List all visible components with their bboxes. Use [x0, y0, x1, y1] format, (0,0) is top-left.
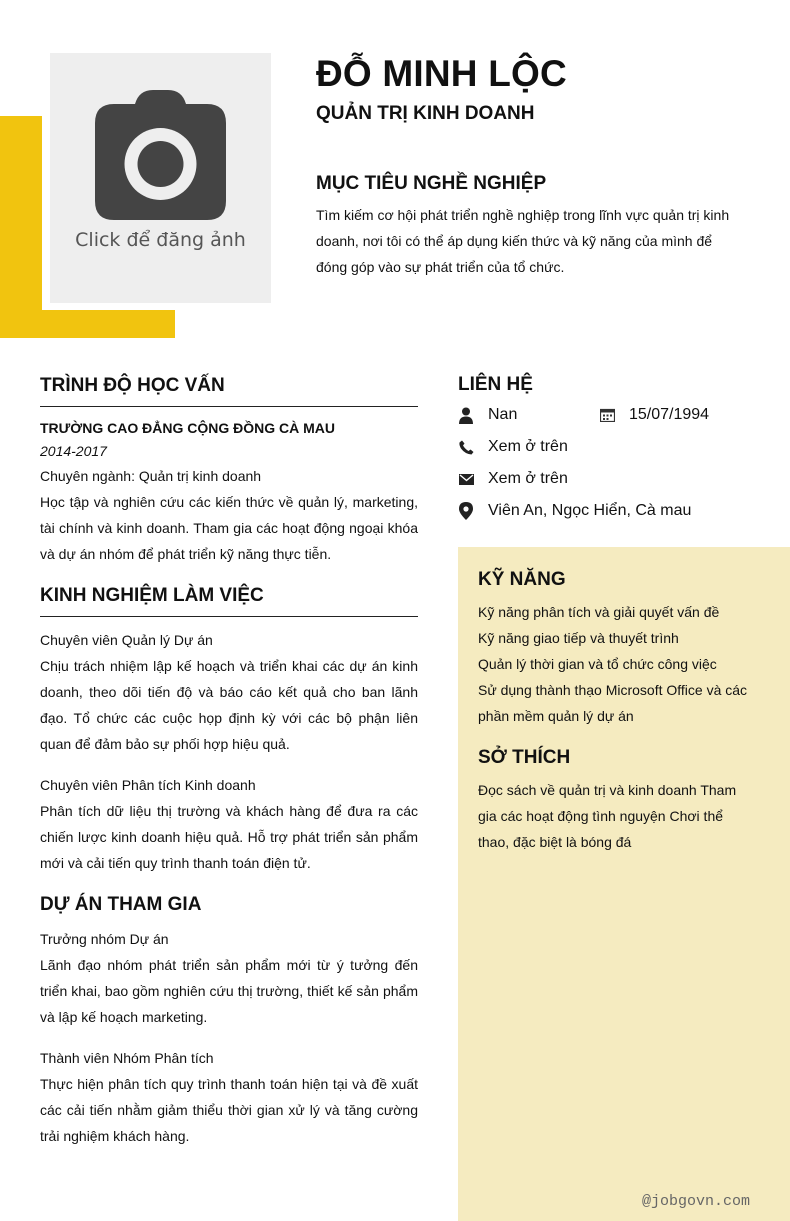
education-major: Chuyên ngành: Quản trị kinh doanh	[40, 468, 262, 484]
project-description: Thực hiện phân tích quy trình thanh toán hiện tại và đề xuất các cải tiến nhằm giảm thiểu thời gian xử lý và tăng cường trải nghiệm khách hàng.	[40, 1076, 418, 1144]
accent-bar-vertical	[0, 116, 42, 338]
experience-item	[40, 772, 418, 876]
contact-gender	[458, 406, 517, 424]
education-years: 2014-2017	[40, 443, 107, 459]
skill-item: Kỹ năng giao tiếp và thuyết trình	[478, 630, 679, 646]
person-icon	[458, 406, 474, 424]
accent-bar-horizontal	[0, 310, 175, 338]
skill-item: Kỹ năng phân tích và giải quyết vấn đề	[478, 604, 720, 620]
skills-title: KỸ NĂNG	[478, 569, 566, 590]
hobbies-title: SỞ THÍCH	[478, 747, 571, 768]
experience-description: Phân tích dữ liệu thị trường và khách hàng để đưa ra các chiến lược kinh doanh hiệu quả. Hỗ trợ phát triển sản phẩm mới và cải tiến quy trình thanh toán điện tử.	[40, 803, 418, 871]
project-item	[40, 926, 418, 1030]
experience-description: Chịu trách nhiệm lập kế hoạch và triển khai các dự án kinh doanh, theo dõi tiến độ và báo cáo kết quả cho ban lãnh đạo. Tổ chức các cuộc họp định kỳ với các bộ phận liên quan để đảm bảo sự phối hợp hiệu quả.	[40, 658, 418, 752]
projects-title: DỰ ÁN THAM GIA	[40, 894, 202, 915]
contact-birthday-value: 15/07/1994	[629, 406, 710, 423]
contact-email	[458, 470, 568, 488]
contact-phone	[458, 438, 568, 456]
contact-title: LIÊN HỆ	[458, 374, 533, 395]
education-description: Học tập và nghiên cứu các kiến thức về quản lý, marketing, tài chính và kinh doanh. Tham gia các hoạt động ngoại khóa và dự án nhóm để phát triển kỹ năng thực tiễn.	[40, 494, 418, 562]
experience-title: KINH NGHIỆM LÀM VIỆC	[40, 585, 418, 617]
candidate-name: ĐỖ MINH LỘC	[316, 53, 567, 94]
hobbies-text: Đọc sách về quản trị và kinh doanh Tham gia các hoạt động tình nguyện Chơi thể thao, đặc biệt là bóng đá	[478, 782, 737, 850]
phone-icon	[458, 438, 474, 456]
project-description: Lãnh đạo nhóm phát triển sản phẩm mới từ ý tưởng đến triển khai, bao gồm nghiên cứu thị trường, thiết kế sản phẩm và lập kế hoạch marketing.	[40, 957, 418, 1025]
contact-gender-value: Nan	[488, 406, 518, 423]
photo-upload[interactable]	[50, 53, 271, 303]
contact-address	[458, 502, 691, 520]
candidate-job-title: QUẢN TRỊ KINH DOANH	[316, 103, 535, 124]
experience-item	[40, 627, 418, 757]
education-title: TRÌNH ĐỘ HỌC VẤN	[40, 375, 418, 407]
contact-address-value: Viên An, Ngọc Hiển, Cà mau	[488, 502, 692, 519]
objective-text: Tìm kiếm cơ hội phát triển nghề nghiệp trong lĩnh vực quản trị kinh doanh, nơi tôi có thể áp dụng kiến thức và kỹ năng của mình để đóng góp vào sự phát triển của tổ chức.	[316, 207, 730, 275]
location-icon	[458, 502, 474, 520]
skill-item: Quản lý thời gian và tổ chức công việc	[478, 656, 717, 672]
left-column	[40, 375, 418, 1149]
contact-email-value: Xem ở trên	[488, 470, 568, 487]
watermark: @jobgovn.com	[641, 1193, 750, 1210]
contact-phone-value: Xem ở trên	[488, 438, 568, 455]
education-school: TRƯỜNG CAO ĐẲNG CỘNG ĐỒNG CÀ MAU	[40, 420, 335, 436]
calendar-icon	[599, 406, 615, 424]
camera-icon	[95, 90, 226, 220]
experience-role: Chuyên viên Quản lý Dự án	[40, 632, 213, 648]
email-icon	[458, 470, 474, 488]
sidebar-panel	[458, 547, 790, 1221]
photo-upload-label: Click để đăng ảnh	[75, 229, 246, 251]
objective-title: MỤC TIÊU NGHỀ NGHIỆP	[316, 173, 547, 194]
project-role: Thành viên Nhóm Phân tích	[40, 1050, 214, 1066]
contact-birthday	[599, 406, 709, 424]
skills-list	[478, 599, 758, 729]
skill-item: Sử dụng thành thạo Microsoft Office và các phần mềm quản lý dự án	[478, 682, 748, 724]
project-role: Trưởng nhóm Dự án	[40, 931, 169, 947]
experience-role: Chuyên viên Phân tích Kinh doanh	[40, 777, 256, 793]
project-item	[40, 1045, 418, 1149]
